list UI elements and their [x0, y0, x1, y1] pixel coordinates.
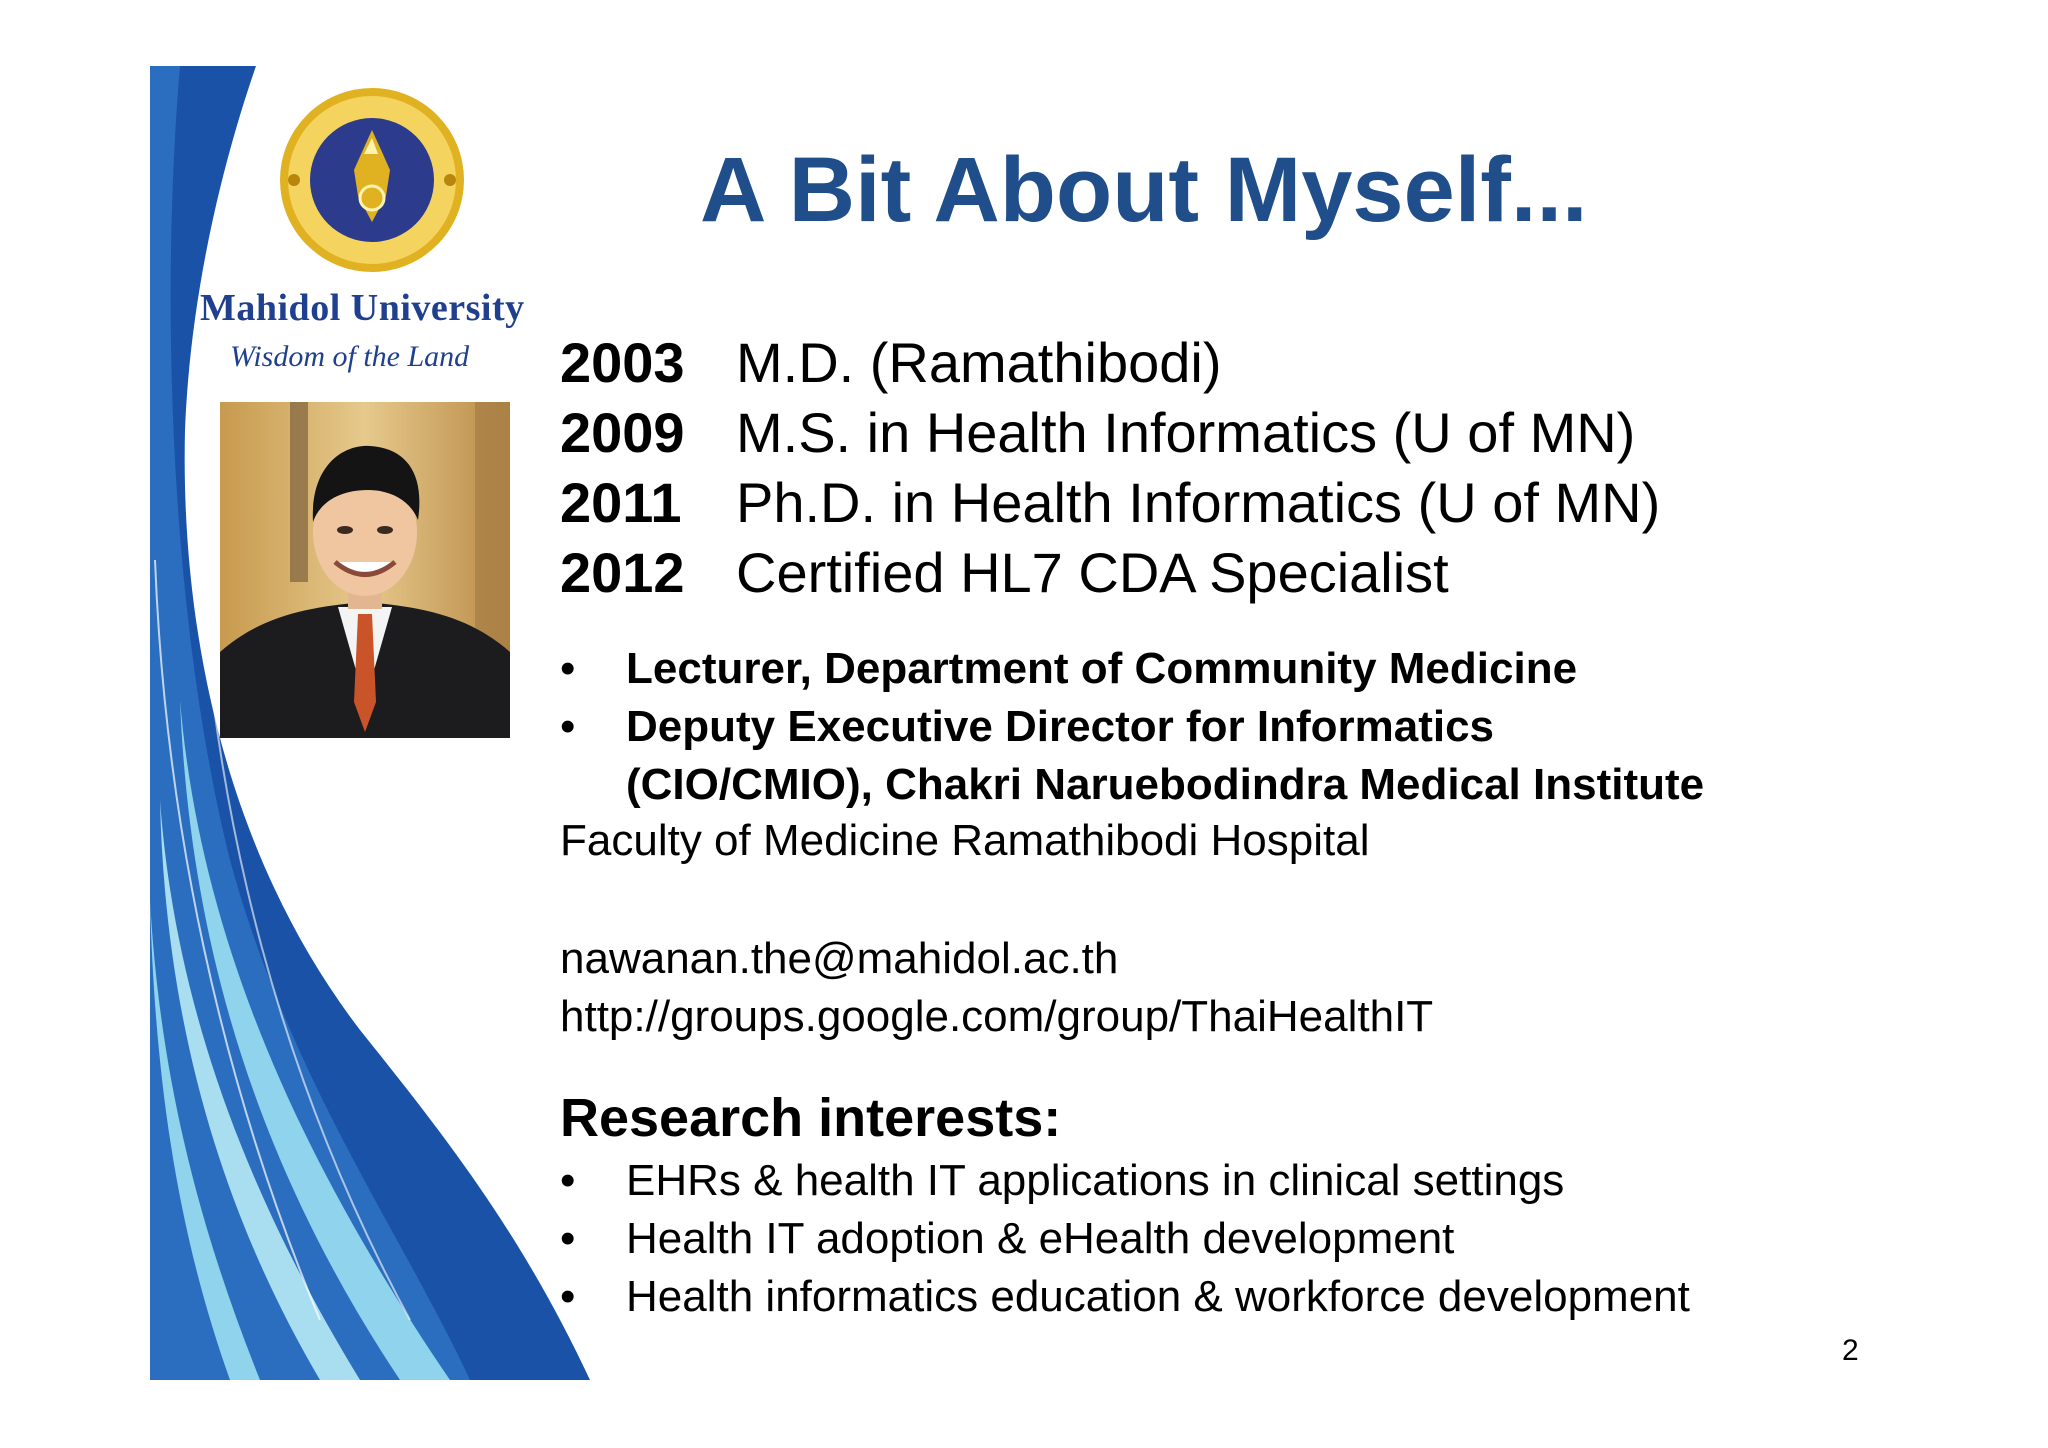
- bullet-icon: •: [560, 644, 576, 693]
- research-heading: Research interests:: [560, 1088, 1062, 1148]
- faculty-line: Faculty of Medicine Ramathibodi Hospital: [560, 816, 1370, 865]
- slide-title: A Bit About Myself...: [700, 139, 1588, 241]
- interest-text: EHRs & health IT applications in clinical settings: [626, 1156, 1565, 1205]
- education-list: [560, 328, 1660, 608]
- education-degree: M.D. (Ramathibodi): [736, 331, 1222, 394]
- group-url-link[interactable]: http://groups.google.com/group/ThaiHealthIT: [560, 992, 1434, 1041]
- education-degree: Certified HL7 CDA Specialist: [736, 541, 1449, 604]
- role-text: (CIO/CMIO), Chakri Naruebodindra Medical Institute: [626, 760, 1705, 809]
- interest-item: [560, 1268, 1690, 1326]
- education-row: [560, 398, 1660, 468]
- university-seal-icon: [278, 86, 466, 274]
- interest-text: Health informatics education & workforce development: [626, 1272, 1690, 1321]
- email-link[interactable]: nawanan.the@mahidol.ac.th: [560, 934, 1119, 983]
- role-text: Lecturer, Department of Community Medicine: [626, 644, 1578, 693]
- bullet-icon: •: [560, 1214, 576, 1263]
- bullet-icon: •: [560, 702, 576, 751]
- interest-item: [560, 1210, 1690, 1268]
- university-name: Mahidol University: [200, 287, 525, 329]
- bullet-icon: •: [560, 1272, 576, 1321]
- role-item: [560, 640, 1704, 698]
- research-interests-list: [560, 1152, 1690, 1326]
- education-year: 2003: [560, 331, 685, 394]
- role-text: Deputy Executive Director for Informatics: [626, 702, 1495, 751]
- interest-item: [560, 1152, 1690, 1210]
- education-row: [560, 328, 1660, 398]
- interest-text: Health IT adoption & eHealth development: [626, 1214, 1455, 1263]
- portrait-photo: [220, 402, 510, 738]
- education-row: [560, 468, 1660, 538]
- education-degree: Ph.D. in Health Informatics (U of MN): [736, 471, 1661, 534]
- education-degree: M.S. in Health Informatics (U of MN): [736, 401, 1636, 464]
- university-motto: Wisdom of the Land: [230, 340, 470, 373]
- education-row: [560, 538, 1660, 608]
- role-item-continued: [560, 756, 1704, 814]
- education-year: 2009: [560, 401, 685, 464]
- page-number: 2: [1842, 1334, 1859, 1367]
- education-year: 2011: [560, 471, 682, 534]
- education-year: 2012: [560, 541, 685, 604]
- bullet-icon: •: [560, 1156, 576, 1205]
- role-item: [560, 698, 1704, 756]
- roles-list: [560, 640, 1704, 814]
